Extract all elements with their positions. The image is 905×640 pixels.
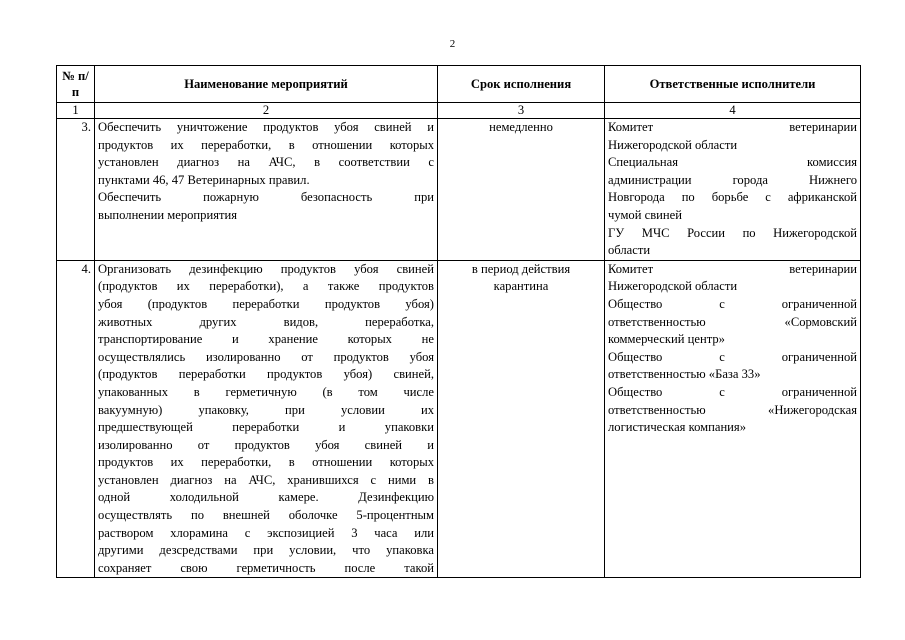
text-line: выполнении мероприятия (98, 207, 238, 222)
header-deadline: Срок исполнения (438, 66, 605, 103)
text-line: раствором хлорамина с экспозицией 3 часа или (98, 525, 434, 540)
deadline (438, 260, 605, 578)
row-number: 4. (57, 260, 95, 578)
text-line: продуктов их переработки, в отношении которых (98, 455, 434, 470)
page-number: 2 (449, 38, 456, 50)
text-line: изолированно от продуктов убоя свиней и (98, 437, 434, 452)
text-line: убоя (продуктов переработки продуктов убоя) (98, 296, 434, 311)
text-line: предшествующей переработки и упаковки (98, 420, 434, 435)
text-line: упакованных в герметичную (в том числе (98, 384, 434, 399)
responsible-text (605, 119, 861, 261)
text-line: Специальная комиссия (608, 155, 857, 170)
text-line: установлен диагноз на АЧС, в соответствии с (98, 155, 434, 170)
text-line: Организовать дезинфекцию продуктов убоя свиней (98, 261, 434, 276)
text-line: осуществлять по внешней оболочке 5-процентным (98, 508, 434, 523)
column-index: 3 (438, 103, 605, 119)
header-row (57, 66, 861, 103)
text-line: продуктов их переработки, в отношении которых (98, 137, 434, 152)
column-index: 4 (605, 103, 861, 119)
table-row (57, 119, 861, 261)
text-line: осуществлялись изолированно от продуктов убоя (98, 349, 434, 364)
text-line: Комитет ветеринарии (608, 261, 857, 276)
text-line: Нижегородской области (608, 279, 738, 294)
text-line: ответственностью «База 33» (608, 367, 761, 382)
text-line: Комитет ветеринарии (608, 120, 857, 134)
measure-text (95, 119, 438, 261)
text-line: сохраняет свою герметичность после такой (98, 560, 434, 575)
text-line: вакуумную) упаковку, при условии их (98, 402, 434, 417)
header-num: № п/п (57, 66, 95, 103)
text-line: одной холодильной камере. Дезинфекцию (98, 490, 434, 505)
deadline-line: карантина (493, 279, 549, 294)
measures-table (56, 65, 861, 578)
text-line: (продуктов переработки продуктов убоя) свиней, (98, 367, 434, 382)
text-line: (продуктов их переработки), а также продуктов (98, 279, 434, 294)
text-line: коммерческий центр» (608, 332, 725, 347)
text-line: пунктами 46, 47 Ветеринарных правил. (98, 172, 310, 187)
header-responsible: Ответственные исполнители (605, 66, 861, 103)
row-number: 3. (57, 119, 95, 261)
text-line: животных других видов, переработка, (98, 314, 434, 329)
text-line: Общество с ограниченной (608, 296, 857, 311)
text-line: Нижегородской области (608, 137, 738, 152)
text-line: Общество с ограниченной (608, 384, 857, 399)
text-line: Обеспечить уничтожение продуктов убоя свиней и (98, 120, 434, 134)
text-line: области (608, 243, 651, 258)
text-line: ответственностью «Сормовский (608, 314, 857, 329)
text-line: администрации города Нижнего (608, 172, 857, 187)
text-line: чумой свиней (608, 207, 682, 222)
text-line: другими дезсредствами при условии, что упаковка (98, 543, 434, 558)
deadline: немедленно (438, 119, 605, 261)
text-line: Новгорода по борьбе с африканской (608, 190, 857, 205)
header-name: Наименование мероприятий (95, 66, 438, 103)
column-index-row (57, 103, 861, 119)
measure-text (95, 260, 438, 578)
text-line: логистическая компания» (608, 420, 747, 435)
text-line: Общество с ограниченной (608, 349, 857, 364)
text-line: ГУ МЧС России по Нижегородской (608, 225, 857, 240)
column-index: 2 (95, 103, 438, 119)
deadline-line: в период действия (471, 261, 571, 276)
text-line: транспортирование и хранение которых не (98, 332, 434, 347)
column-index: 1 (57, 103, 95, 119)
text-line: ответственностью «Нижегородская (608, 402, 857, 417)
text-line: Обеспечить пожарную безопасность при (98, 190, 434, 205)
responsible-text (605, 260, 861, 578)
text-line: установлен диагноз на АЧС, хранившихся с ними в (98, 472, 434, 487)
table-row (57, 260, 861, 578)
